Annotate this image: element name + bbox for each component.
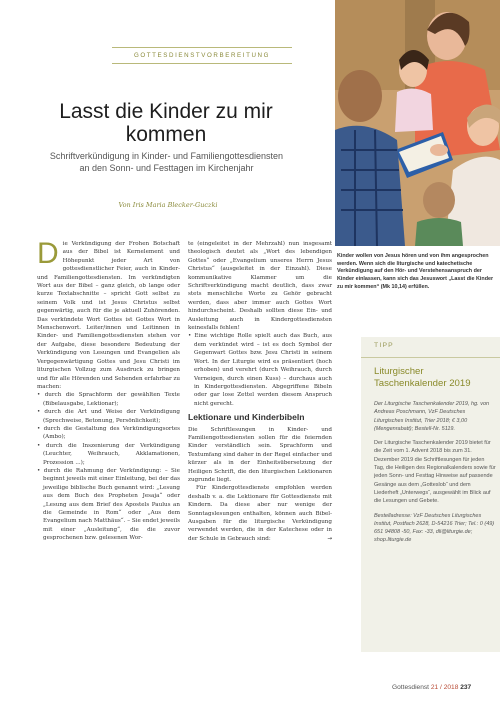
tip-body xyxy=(374,400,496,551)
paragraph: te (eingeleitet in der Mehrzahl) nun insgesamt theologisch deutet als „Wort des lebendigen Gottes“ oder „Evangelium unseres Herrn Jesus Christus“ (ausgeleitet in der Einzahl). Diese kommunikative Klammer um die Schriftverkündigung macht deutlich, dass zwar stets menschliche Worte zu Gehör gebracht werden, dass aber immer auch Gottes Wort hindurchscheint. Deshalb sollten diese Ein- und Ausleitung auch in Kindergottesdiensten keinesfalls fehlen! xyxy=(188,241,332,332)
kicker-rule-top xyxy=(112,47,292,48)
tip-order-address: Bestelladresse: VzF Deutsches Liturgisches Institut, Postfach 2628, D-54216 Trier; Tel.: 0 (49) 651 94808 -50, Fax: -33, dli@liturgie.de; shop.liturgie.de xyxy=(374,512,495,544)
tip-reference: Der Liturgische Taschenkalender 2019, hg. von Andreas Poschmann, VzF Deutsches Liturgisches Institut, Trier 2018; € 3,00 (Mengenrabatt); Bestell-Nr. 5119. xyxy=(374,401,490,432)
continue-arrow-icon: → xyxy=(327,535,332,542)
section-kicker: GOTTESDIENSTVORBEREITUNG xyxy=(133,52,271,59)
tip-description: Der Liturgische Taschenkalender 2019 bietet für die Zeit vom 1. Advent 2018 bis zum 31. Dezember 2019 die Schriftlesungen für jeden Tag, die Heiligen des Regionalkalenders sowie für jeden Sonn- und Festtag Hinweise auf passende Gesänge aus dem „Gotteslob“ und dem Liederheft „Unterwegs“, ausgewählt im Blick auf die Lesungen und Gebete. xyxy=(374,440,496,505)
kicker-rule-bottom xyxy=(112,63,292,64)
section-heading: Lektionare und Kinderbibeln xyxy=(188,412,305,423)
magazine-name: Gottesdienst xyxy=(392,684,430,691)
article-column-2 xyxy=(188,240,332,543)
article-byline: Von Iris Maria Blecker-Guczki xyxy=(118,201,218,209)
bullet-item: • durch die Gestaltung des Verkündigungsortes (Ambo); xyxy=(37,425,181,441)
article-subtitle: Schriftverkündigung in Kinder- und Familiengottesdiensten an den Sonn- und Festtagen im Kirchenjahr xyxy=(49,151,284,173)
article-column-1 xyxy=(37,237,181,543)
photo-children-reading xyxy=(335,0,500,246)
bullet-item: • durch die Inszenierung der Verkündigung (Leuchter, Weihrauch, Akklamationen, Prozession ...); xyxy=(37,442,180,466)
lead-text: ie Verkündigung der Frohen Botschaft aus der Bibel ist Kernelement und Höhepunkt jeder Art von gottesdienstlicher Feier, auch in Kinder- und Familiengottesdiensten. Im verkündigten Wort aus der Bibel – ganz gleich, ob lange oder kurze Textabschnitte – spricht Gott selbst zu seinem Volk und ist Jesus Christus selbst gegenwärtig, auch für die je aktuell Zuhörenden. Das verkündete Wort Gottes ist Gottes Wort in Menschenwort. Leiter/innen und Leitinnen in Kinder- und Familiengottesdiensten stehen vor der Aufgabe, diese besondere Bedeutung der Verkündigung von Lesungen und Evangelien als Vergegenwärtigung Gottes und Jesu Christi im liturgischen Vollzug zum Ausdruck zu bringen und für alle Hörenden und Sehenden erfahrbar zu machen: xyxy=(37,241,180,390)
paragraph: Die Schriftlesungen in Kinder- und Familiengottesdiensten sollen für die feiernden Kinder verständlich sein. Sprachform und Textumfang sind daher in der Regel einfacher und kürzer als in der Einheitsübersetzung der Heiligen Schrift, die den liturgischen Lektionaren zugrunde liegt. xyxy=(188,426,332,483)
article-title: Lasst die Kinder zu mir kommen xyxy=(59,100,273,146)
bullet-item: • durch die Art und Weise der Verkündigung (Sprechweise, Betonung, Persönlichkeit); xyxy=(37,409,181,424)
bullet-item: • Eine wichtige Rolle spielt auch das Buch, aus dem verkündet wird – ist es doch Symbol der Gegenwart Gottes bzw. Jesu Christi in seinem Wort. In der Liturgie wird es präsentiert (hoch erhoben) und verehrt (durch Weihrauch, durch Verneigen, durch einen Kuss) – durchaus auch in Kindergottesdiensten. Abgegriffene Bibeln oder gar lose Zettel werden diesem Anspruch nicht gerecht. xyxy=(188,333,333,407)
page-footer xyxy=(392,684,471,691)
tip-label: TIPP xyxy=(374,342,394,349)
bullet-item: • durch die Sprachform der gewählten Texte (Bibelausgabe, Lektionar); xyxy=(37,392,180,407)
paragraph: Für Kindergottesdienste empfohlen werden deshalb v. a. die Lektionare für Gottesdienste mit Kindern. Da diese aber nur wenige der Sonntagslesungen enthalten, können auch Bibel-Ausgaben für die liturgische Verkündigung verwendet werden, die in der Katechese oder in der Schule in Gebrauch sind: → xyxy=(188,485,332,542)
dropcap: D xyxy=(37,237,59,270)
issue-number: 21 / 2018 xyxy=(430,684,459,691)
bullet-item: • durch die Rahmung der Verkündigung: – Sie beginnt jeweils mit einer Einleitung, bei der das jeweilige biblische Buch genannt wird: „Lesung aus dem Buch des Propheten Jesaja“ oder „Lesung aus dem Brief des Apostels Paulus an die Gemeinde in Rom“ oder „Aus dem Evangelium nach Matthäus“. – Sie endet jeweils mit einer „Ausleitung“, die die zuvor gesprochenen bzw. gelesenen Wor- xyxy=(37,467,180,542)
tip-divider xyxy=(361,357,500,358)
page-number: 237 xyxy=(460,684,472,691)
lead-paragraph xyxy=(37,237,180,391)
tip-title: Liturgischer Taschenkalender 2019 xyxy=(374,366,471,389)
photo-caption: Kinder wollen von Jesus hören und von ihm angesprochen werden. Wenn sich die liturgische und katechetische Verkündigung auf den Hör- und Verstehensanspruch der Kinder einlassen, kann sich das Jesuswort „Lasst die Kinder zu mir kommen“ (Mk 10,14) erfüllen. xyxy=(337,253,494,290)
article-photo xyxy=(335,0,500,246)
